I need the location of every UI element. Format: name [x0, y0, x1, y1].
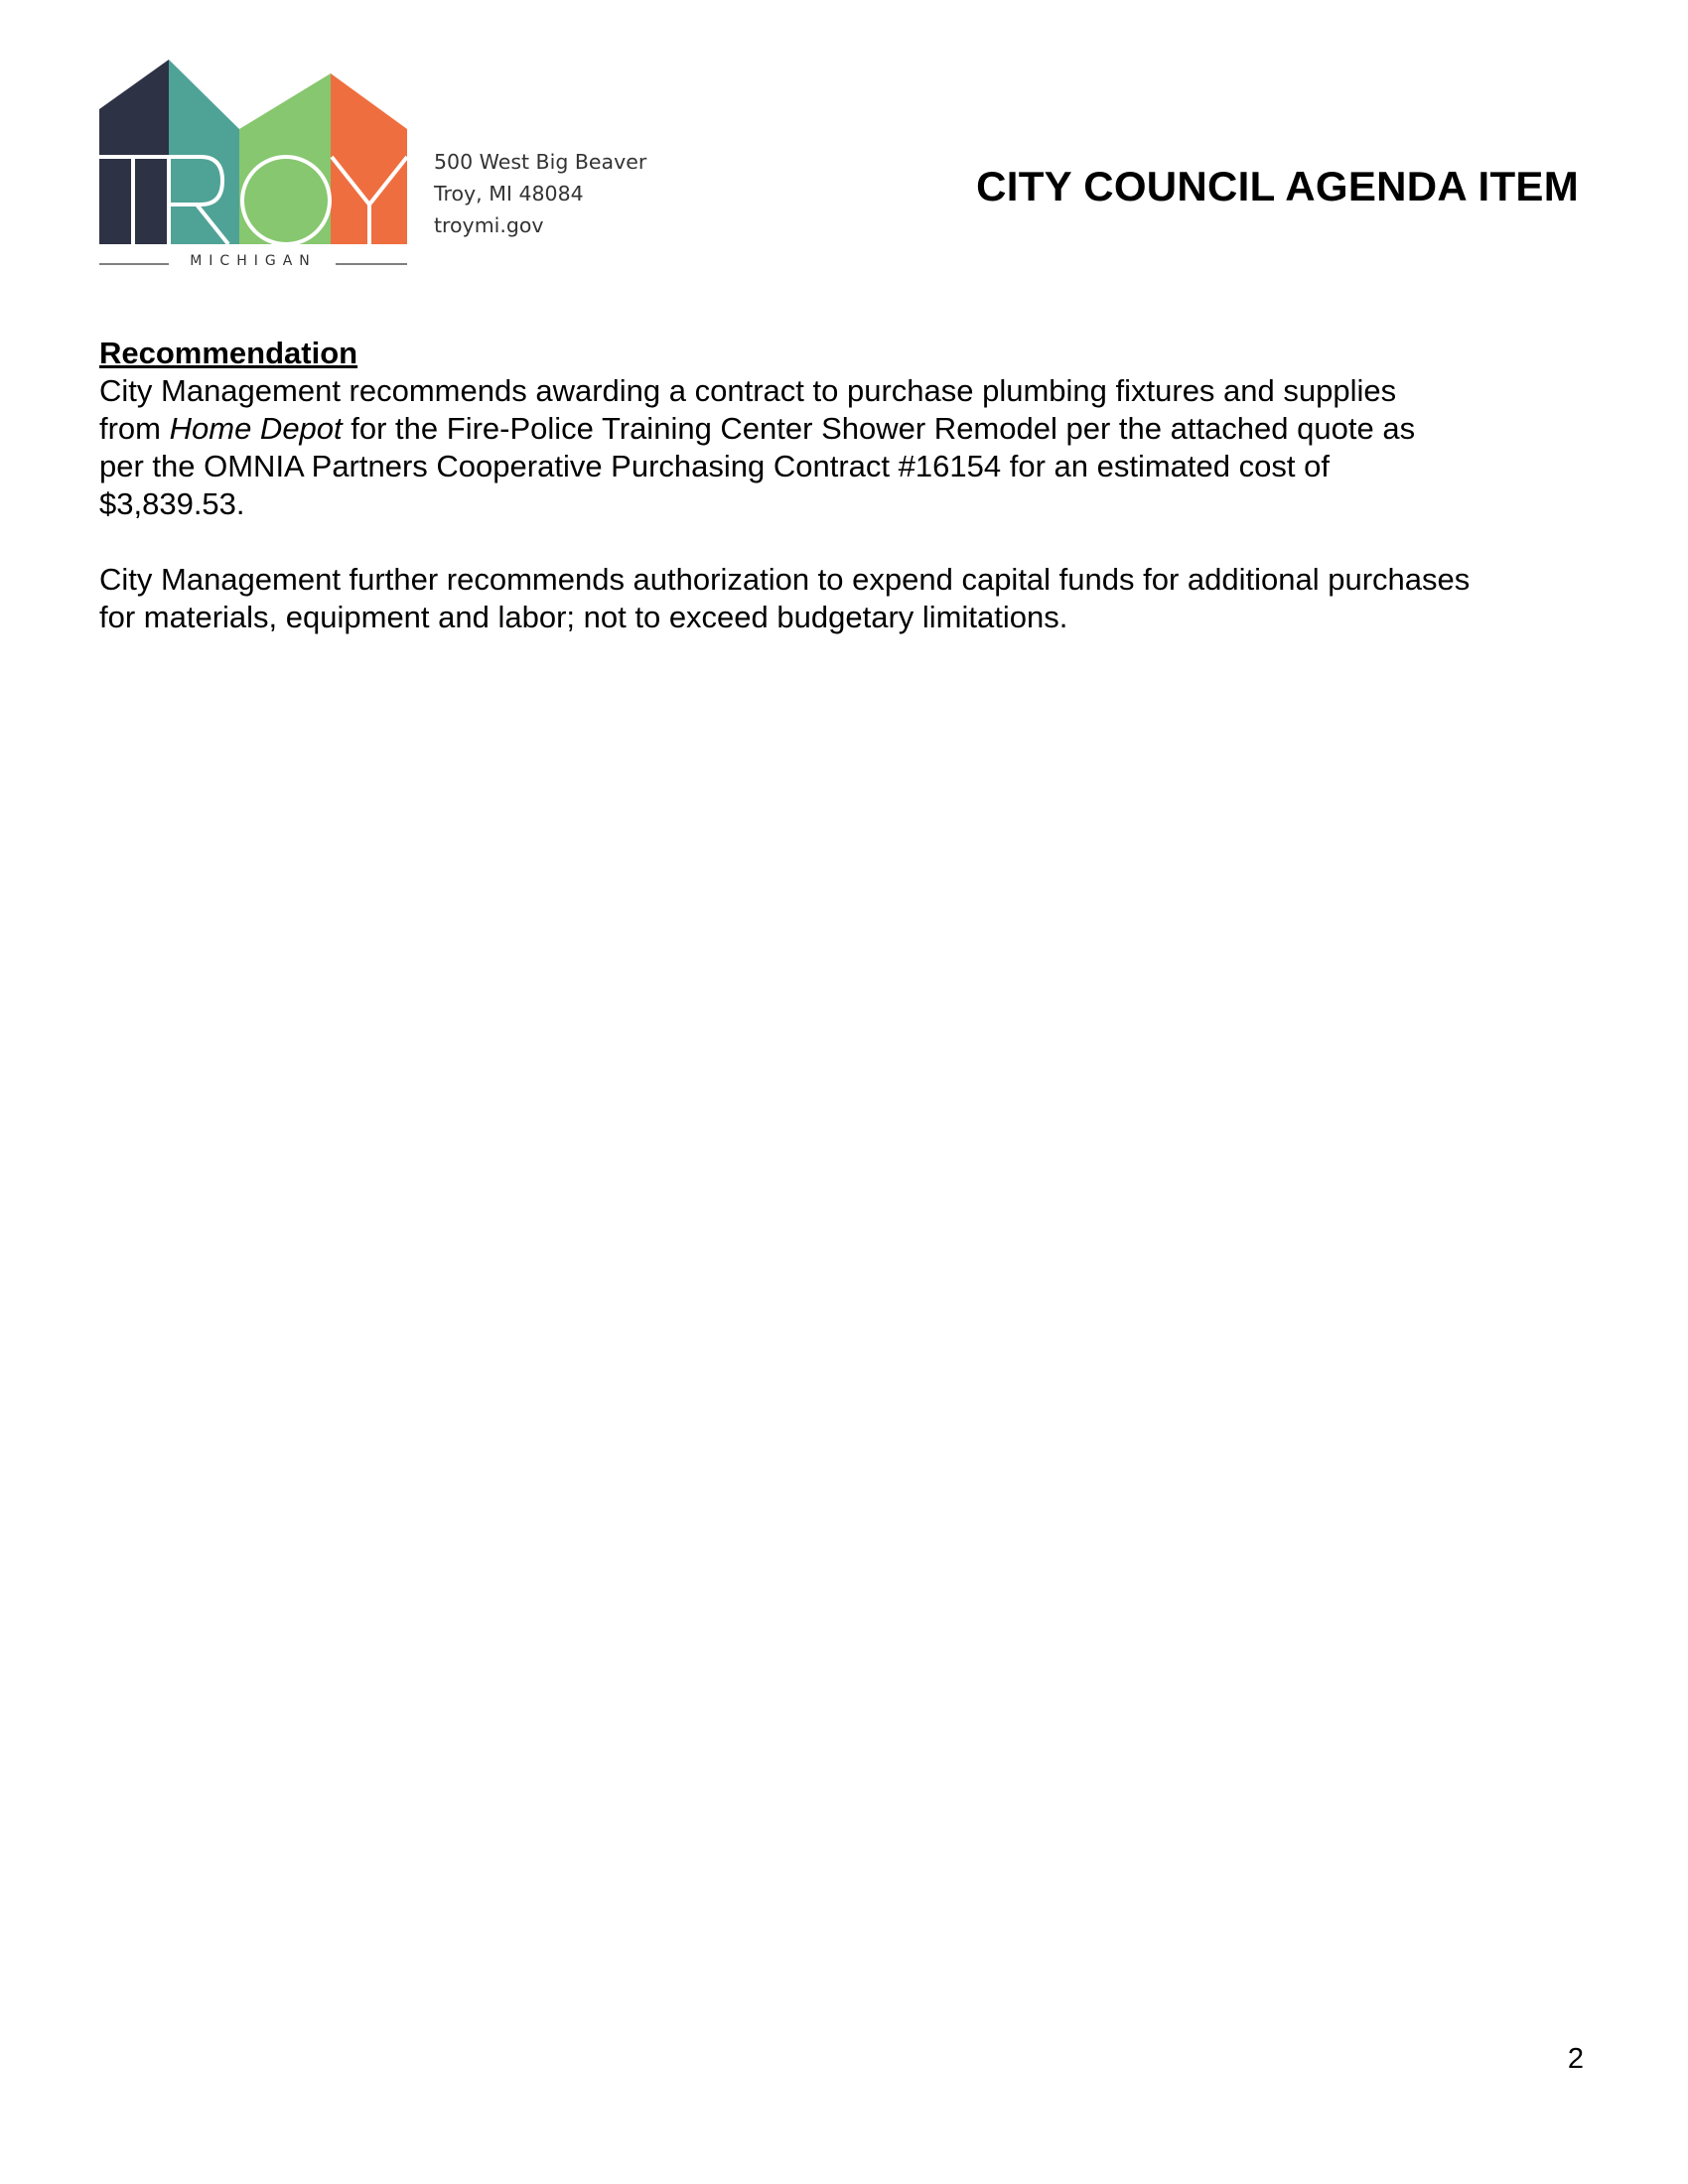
- document-body: [99, 335, 1589, 636]
- page-number: 2: [1567, 2043, 1584, 2075]
- paragraph-line: City Management further recommends authorization to expend capital funds for additional purchases: [99, 562, 1471, 597]
- section-heading: Recommendation: [99, 336, 358, 370]
- city-address: [434, 146, 646, 241]
- estimated-cost: $3,839.53.: [99, 486, 245, 521]
- line-text: from: [99, 411, 170, 446]
- paragraph-line: for materials, equipment and labor; not to exceed budgetary limitations.: [99, 600, 1068, 634]
- paragraph-line: City Management recommends awarding a contract to purchase plumbing fixtures and supplies: [99, 373, 1397, 408]
- address-street: 500 West Big Beaver: [434, 150, 647, 174]
- line-text: for the Fire-Police Training Center Shower Remodel per the attached quote as: [342, 411, 1416, 446]
- recommendation-paragraph-2: [99, 561, 1589, 636]
- vendor-name: Home Depot: [169, 411, 343, 446]
- logo-subtitle: MICHIGAN: [190, 253, 317, 269]
- address-website: troymi.gov: [434, 213, 544, 237]
- paragraph-line: [99, 410, 1589, 448]
- paragraph-line: per the OMNIA Partners Cooperative Purchasing Contract #16154 for an estimated cost of: [99, 449, 1330, 483]
- recommendation-paragraph-1: [99, 372, 1589, 523]
- page-title: CITY COUNCIL AGENDA ITEM: [976, 163, 1579, 209]
- address-city: Troy, MI 48084: [434, 182, 584, 205]
- troy-michigan-logo: [97, 58, 409, 272]
